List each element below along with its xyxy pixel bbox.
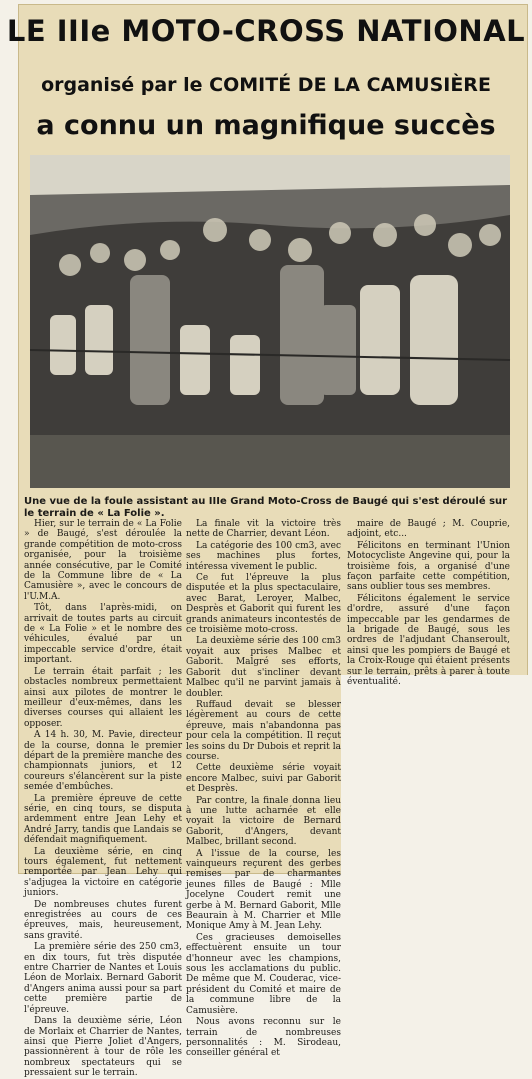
paragraph: Hier, sur le terrain de « La Folie » de Baugé, s'est déroulée la grande compétition de moto-cross organisée, pour la troisième année consécutive, par le Comité de la Commune libre de « La Camusière », avec le concours de l'U.M.A. <box>24 519 182 602</box>
headline-line-1: LE IIIe MOTO-CROSS NATIONAL <box>6 14 526 48</box>
photo-caption: Une vue de la foule assistant au IIIe Grand Moto-Cross de Baugé qui s'est déroulé sur le terrain de « La Folie ». <box>24 496 508 519</box>
paragraph: A l'issue de la course, les vainqueurs reçurent des gerbes remises par de charmantes jeunes filles de Baugé : Mlle Jocelyne Coudert remit une gerbe à M. Bernard Gaborit, Mlle Beaurain à M. Charrier et Mlle Monique Amy à M. Jean Lehy. <box>186 848 341 932</box>
paragraph: Dans la deuxième série, Léon de Morlaix et Charrier de Nantes, ainsi que Pierre Joliet d'Angers, passionnèrent à tour de rôle les nombreux spectateurs qui se pressaient sur le terrain. <box>24 1016 182 1079</box>
paragraph: Félicitons en terminant l'Union Motocycliste Angevine qui, pour la troisième fois, a organisé d'une façon parfaite cette compétition, sans oublier tous ses membres. <box>347 540 510 593</box>
crowd-photo <box>30 155 510 488</box>
paragraph: La catégorie des 100 cm3, avec ses machines plus fortes, intéressa vivement le public. <box>186 540 341 572</box>
paragraph: La première épreuve de cette série, en cinq tours, se disputa ardemment entre Jean Lehy et André Jarry, tandis que Landais se défendait magnifiquement. <box>24 793 182 846</box>
paragraph: De nombreuses chutes furent enregistrées au cours de ces épreuves, mais, heureusement, sans gravité. <box>24 899 182 941</box>
paragraph: Le terrain était parfait ; les obstacles nombreux permettaient ainsi aux pilotes de montrer le meilleur d'eux-mêmes, dans les diverses courses qui allaient les opposer. <box>24 666 182 729</box>
cut-out-area <box>341 675 528 878</box>
paragraph: Ces gracieuses demoiselles effectuèrent ensuite un tour d'honneur avec les champions, sous les acclamations du public. De même que M. Couderac, vice-président du Comité et maire de la commune libre de la Camusière. <box>186 932 341 1016</box>
paragraph: A 14 h. 30, M. Pavie, directeur de la course, donna le premier départ de la première manche des championnats juniors, et 12 coureurs s'élancèrent sur la piste semée d'embûches. <box>24 730 182 793</box>
paragraph: La finale vit la victoire très nette de Charrier, devant Léon. <box>186 519 341 540</box>
article-column-3 <box>347 519 510 688</box>
crowd-photo-illustration <box>30 155 510 488</box>
article-column-1 <box>24 519 182 1079</box>
paragraph: Ce fut l'épreuve la plus disputée et la plus spectaculaire, avec Barat, Leroyer, Malbec, Desprès et Gaborit qui furent les grands animateurs incontestés de ce troisième moto-cross. <box>186 573 341 636</box>
headline-line-2: organisé par le COMITÉ DE LA CAMUSIÈRE <box>41 74 491 96</box>
paragraph: Par contre, la finale donna lieu à une lutte acharnée et elle voyait la victoire de Bernard Gaborit, d'Angers, devant Malbec, brillant second. <box>186 795 341 848</box>
paragraph: La deuxième série des 100 cm3 voyait aux prises Malbec et Gaborit. Malgré ses efforts, Gaborit dut s'incliner devant Malbec qu'il ne parvint jamais à doubler. <box>186 636 341 699</box>
paragraph: Ruffaud devait se blesser légèrement au cours de cette épreuve, mais n'abandonna pas pour cela la compétition. Il reçut les soins du Dr Dubois et reprit la course. <box>186 699 341 762</box>
paragraph: Nous avons reconnu sur le terrain de nombreuses personnalités : M. Sirodeau, conseiller général et <box>186 1017 341 1059</box>
paragraph: Cette deuxième série voyait encore Malbec, suivi par Gaborit et Desprès. <box>186 763 341 795</box>
headline-line-3: a connu un magnifique succès <box>36 110 496 141</box>
paragraph: Tôt, dans l'après-midi, on arrivait de toutes parts au circuit de « La Folie » et le nombre des véhicules, évalué par un impeccable service d'ordre, était important. <box>24 603 182 666</box>
article-column-2 <box>186 519 341 1059</box>
paragraph: La deuxième série, en cinq tours également, fut nettement remportée par Jean Lehy qui s'adjugea la victoire en catégorie juniors. <box>24 846 182 899</box>
paragraph: Félicitons également le service d'ordre, assuré d'une façon impeccable par les gendarmes de la brigade de Baugé, sous les ordres de l'adjudant Chanseroult, ainsi que les pompiers de Baugé et la Croix-Rouge qui étaient présents sur le terrain, prêts à parer à toute éventualité. <box>347 593 510 688</box>
paragraph: La première série des 250 cm3, en dix tours, fut très disputée entre Charrier de Nantes et Louis Léon de Morlaix. Bernard Gaborit d'Angers anima aussi pour sa part cette première partie de l'épreuve. <box>24 942 182 1015</box>
paragraph: maire de Baugé ; M. Couprie, adjoint, etc... <box>347 519 510 540</box>
